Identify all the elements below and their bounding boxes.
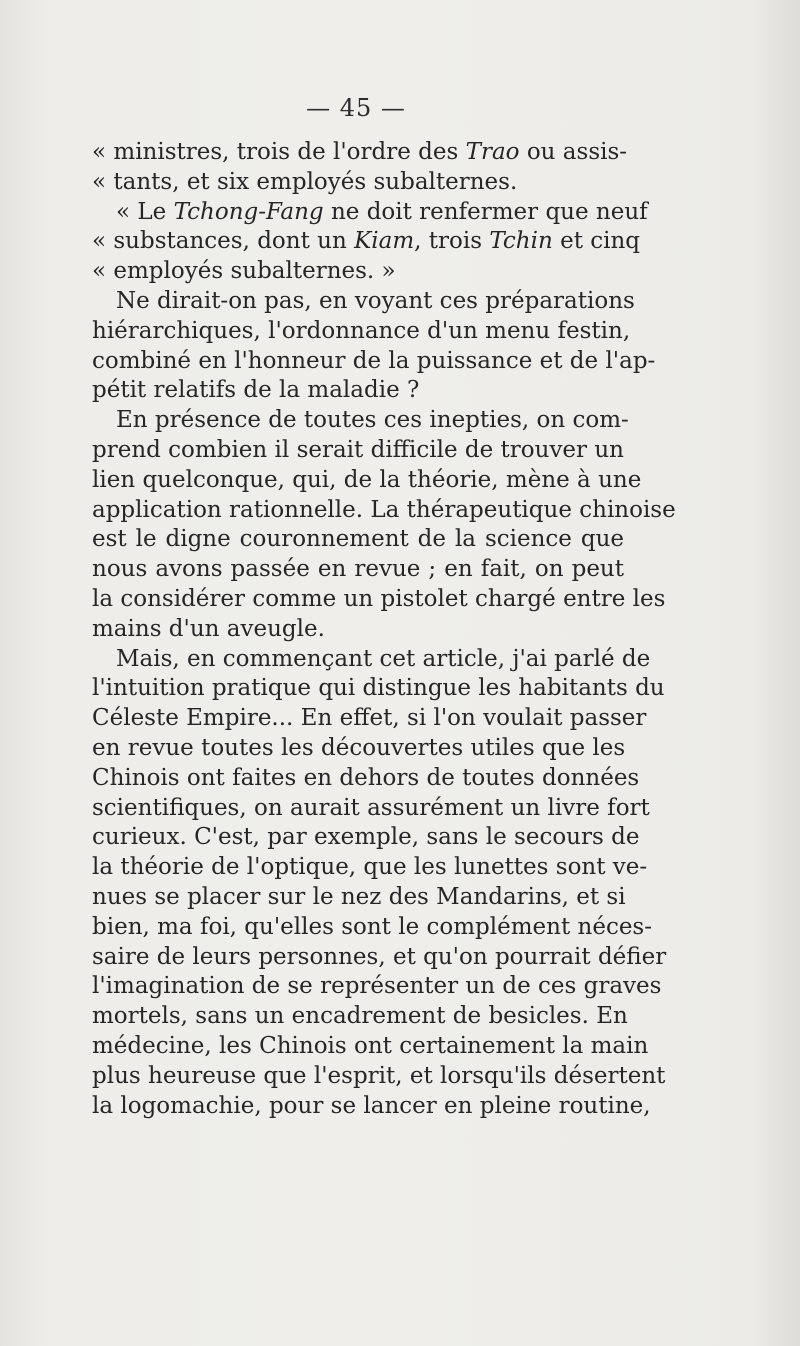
text-line	[92, 943, 667, 973]
text-line	[92, 227, 641, 257]
text-line	[92, 168, 624, 198]
text-line	[92, 764, 640, 794]
text-run: « employés subalternes. »	[92, 258, 396, 285]
text-line	[92, 436, 624, 466]
italic-term: Trao	[465, 139, 520, 165]
text-line	[92, 287, 635, 317]
text-line	[92, 257, 624, 287]
text-run: plus heureuse que l'esprit, et lorsqu'ils désertent	[92, 1062, 666, 1089]
text-line	[92, 734, 624, 764]
text-run: prend combien il serait difficile de trouver un	[92, 436, 624, 463]
text-run: ne doit renfermer que neuf	[323, 198, 648, 225]
text-line	[92, 704, 647, 734]
text-run: est le digne couronnement de la science que	[92, 526, 624, 553]
text-run: en revue toutes les découvertes utiles que les	[92, 734, 626, 761]
text-run: la considérer comme un pistolet chargé entre les	[92, 585, 666, 612]
text-run: lien quelconque, qui, de la théorie, mène à une	[92, 466, 642, 493]
text-run: Ne dirait-on pas, en voyant ces préparations	[116, 287, 635, 314]
text-run: nues se placer sur le nez des Mandarins, et si	[92, 883, 626, 910]
text-line	[92, 913, 653, 943]
text-run: hiérarchiques, l'ordonnance d'un menu festin,	[92, 317, 631, 344]
text-run: En présence de toutes ces inepties, on com-	[116, 407, 629, 434]
text-run: combiné en l'honneur de la puissance et de l'ap-	[92, 347, 656, 374]
text-run: bien, ma foi, qu'elles sont le complément néces-	[92, 913, 653, 940]
text-line	[92, 674, 665, 704]
text-line	[92, 1002, 628, 1032]
text-run: , trois	[414, 228, 490, 255]
text-run: l'intuition pratique qui distingue les habitants du	[92, 675, 665, 702]
text-run: l'imagination de se représenter un de ces graves	[92, 973, 662, 1000]
text-run: Chinois ont faites en dehors de toutes données	[92, 764, 640, 791]
text-line	[92, 138, 628, 168]
text-run: « substances, dont un	[92, 228, 355, 255]
text-line	[92, 347, 656, 377]
text-run: « Le	[116, 198, 174, 225]
text-line	[92, 585, 666, 615]
text-line	[92, 496, 676, 526]
text-run: Céleste Empire... En effet, si l'on voulait passer	[92, 705, 647, 732]
text-run: la théorie de l'optique, que les lunettes sont ve-	[92, 854, 648, 881]
text-line	[92, 317, 631, 347]
text-line	[92, 525, 624, 555]
text-line	[92, 1032, 649, 1062]
text-run: curieux. C'est, par exemple, sans le secours de	[92, 824, 640, 851]
text-line	[92, 1092, 651, 1122]
text-run: scientifiques, on aurait assurément un livre fort	[92, 794, 650, 821]
text-run: pétit relatifs de la maladie ?	[92, 377, 420, 404]
body-text	[92, 138, 676, 1121]
text-line	[92, 645, 651, 675]
text-line	[92, 794, 650, 824]
text-run: application rationnelle. La thérapeutique chinoise	[92, 496, 676, 523]
page-number: — 45 —	[306, 94, 406, 122]
text-run: la logomachie, pour se lancer en pleine routine,	[92, 1092, 651, 1119]
text-line	[92, 823, 640, 853]
text-line	[92, 555, 624, 585]
text-run: Mais, en commençant cet article, j'ai parlé de	[116, 645, 651, 672]
text-line	[92, 853, 648, 883]
text-run: ou assis-	[519, 139, 628, 165]
text-line	[92, 615, 624, 645]
text-run: saire de leurs personnes, et qu'on pourrait défier	[92, 943, 667, 970]
italic-term: Tchin	[489, 228, 553, 255]
text-run: médecine, les Chinois ont certainement la main	[92, 1032, 649, 1059]
text-line	[92, 466, 642, 496]
text-line	[92, 1062, 666, 1092]
italic-term: Tchong-Fang	[173, 198, 324, 225]
text-line	[92, 376, 624, 406]
text-run: « tants, et six employés subalternes.	[92, 168, 518, 195]
text-run: « ministres, trois de l'ordre des	[92, 139, 466, 165]
italic-term: Kiam	[354, 228, 415, 255]
text-line	[92, 972, 662, 1002]
text-run: et cinq	[552, 228, 641, 255]
text-run: nous avons passée en revue ; en fait, on peut	[92, 556, 624, 583]
text-line	[92, 883, 624, 913]
text-run: mains d'un aveugle.	[92, 615, 325, 642]
text-line	[92, 198, 648, 228]
text-run: mortels, sans un encadrement de besicles. En	[92, 1003, 628, 1030]
text-line	[92, 406, 629, 436]
